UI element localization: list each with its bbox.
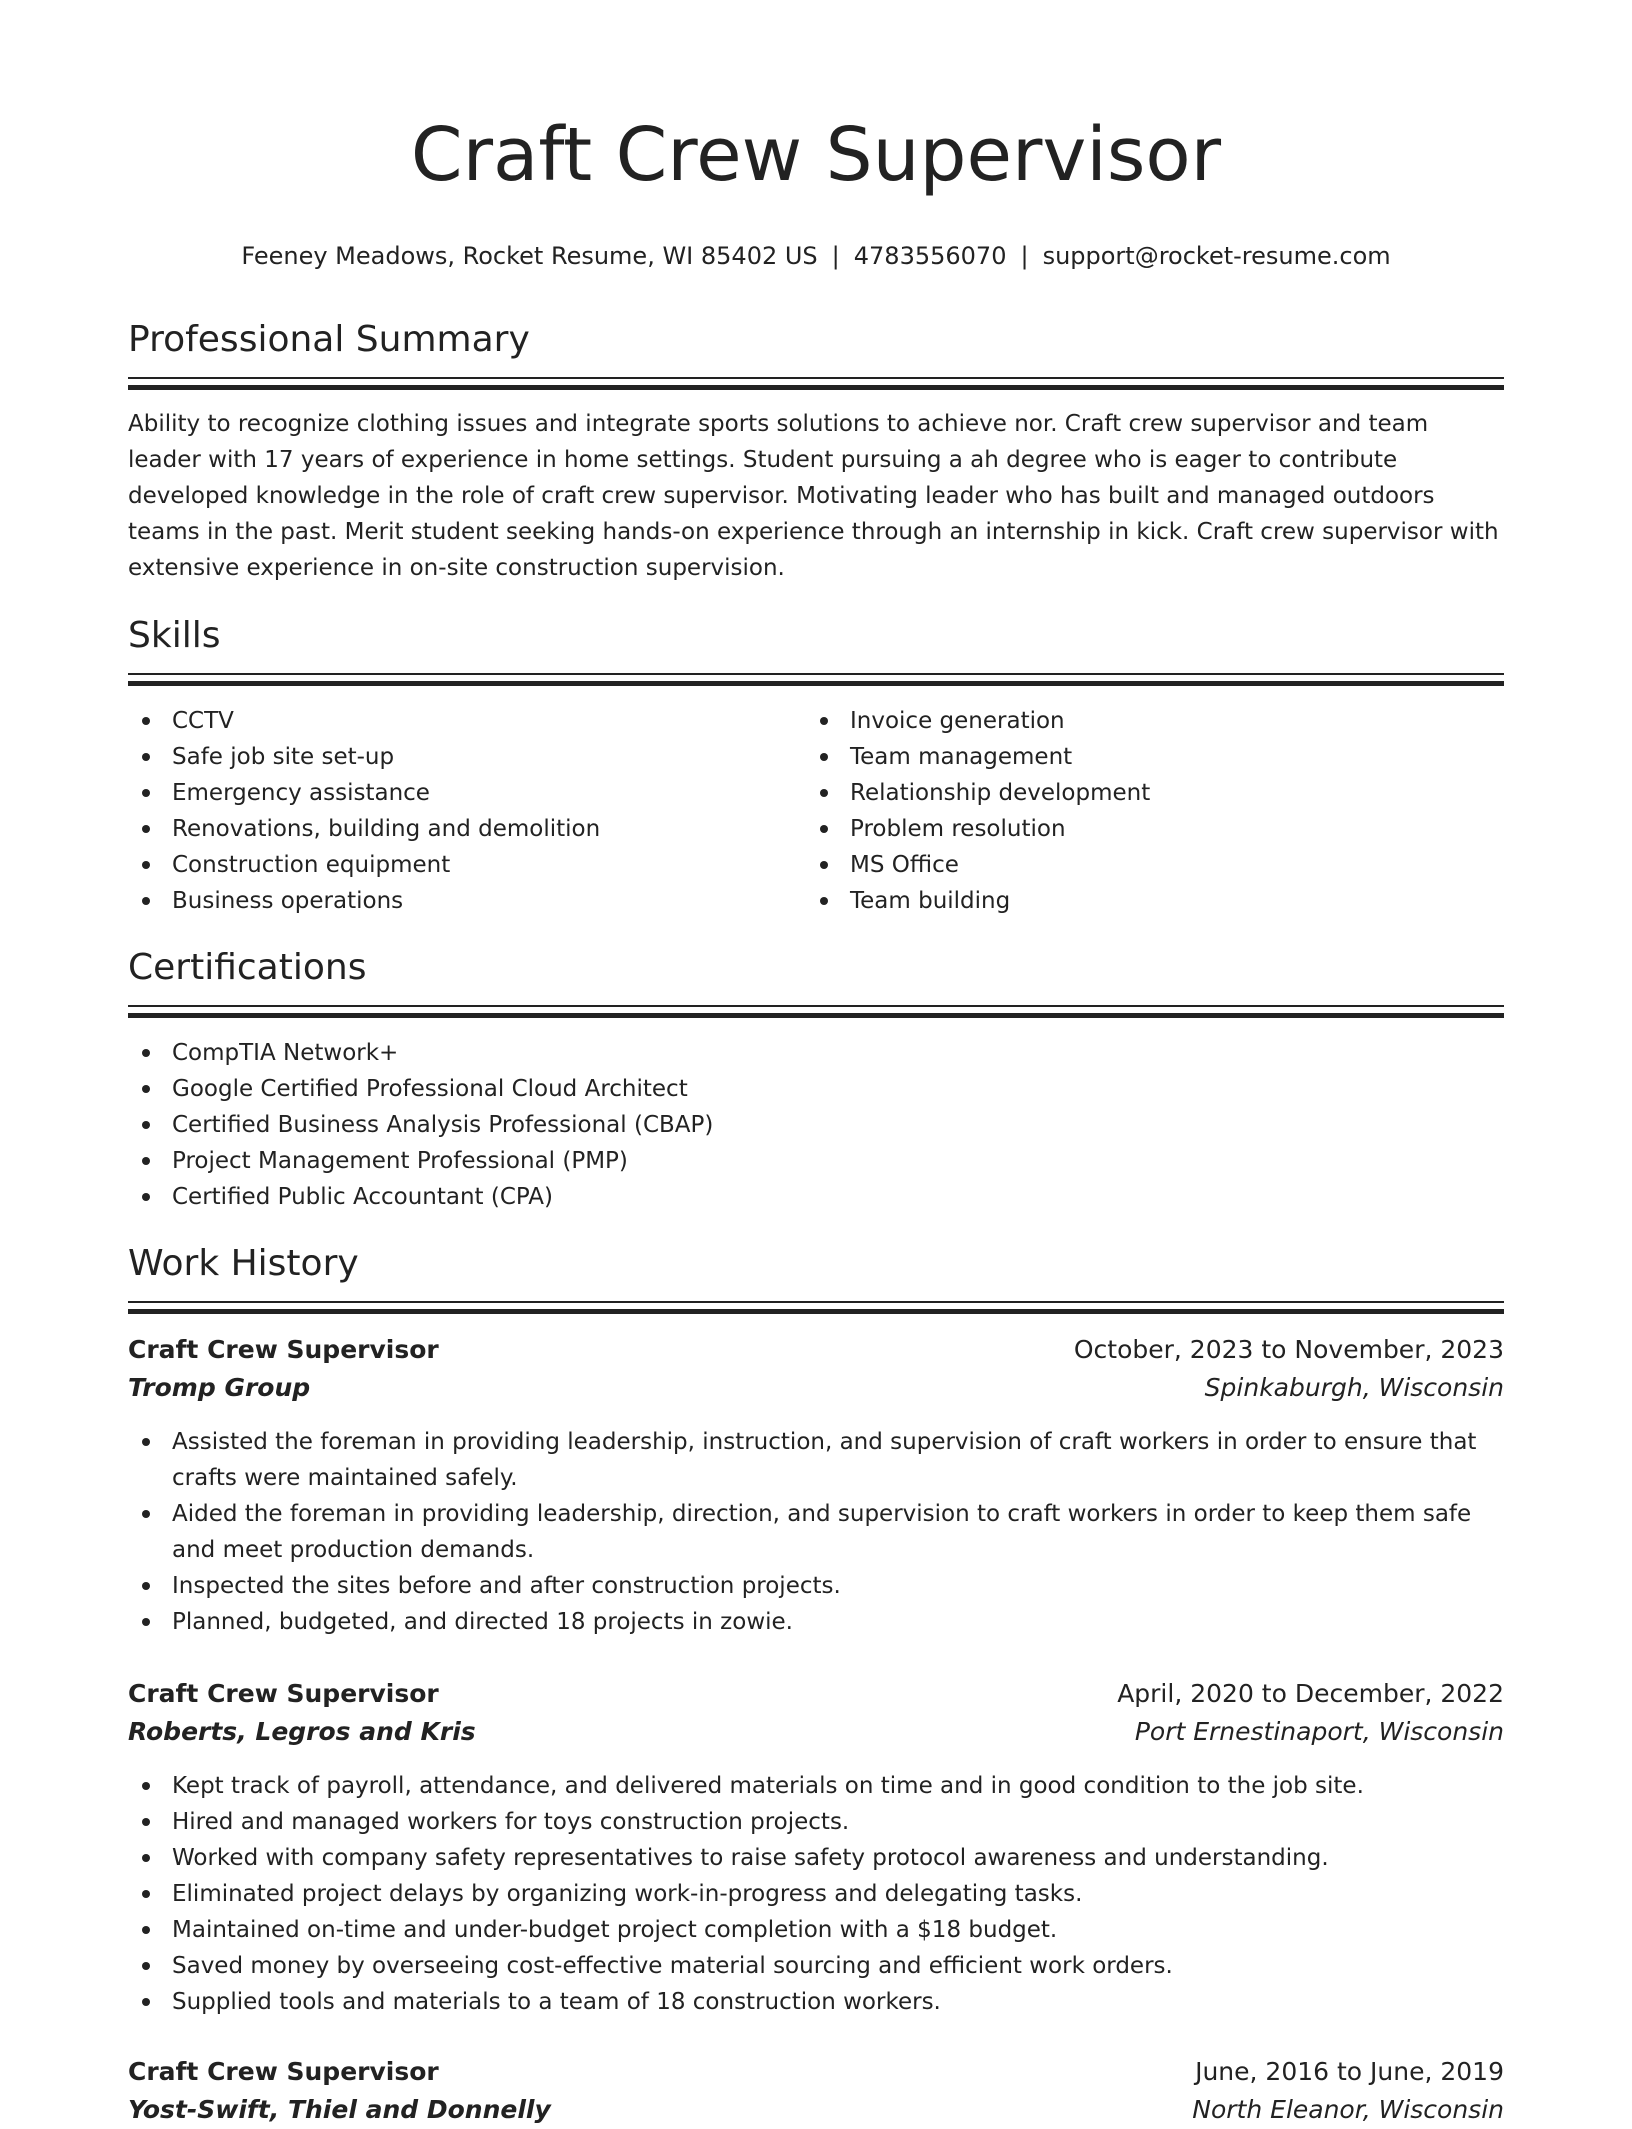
- job-company: Roberts, Legros and Kris: [128, 1717, 476, 1746]
- job-bullet: Kept track of payroll, attendance, and delivered materials on time and in good condition to the job site.: [128, 1768, 1504, 1804]
- job-header: [128, 1331, 1504, 1369]
- certification-item: Certified Business Analysis Professional (CBAP): [128, 1107, 1504, 1143]
- resume-title: Craft Crew Supervisor: [410, 112, 1222, 198]
- skill-item: Emergency assistance: [128, 775, 768, 811]
- skill-item: Relationship development: [806, 775, 1446, 811]
- job-subheader: [128, 2091, 1504, 2129]
- section-divider: [128, 1301, 1504, 1315]
- certification-item: Certified Public Accountant (CPA): [128, 1179, 1504, 1215]
- job-bullet: Assisted the foreman in providing leadership, instruction, and supervision of craft workers in order to ensure that crafts were maintained safely.: [128, 1424, 1504, 1496]
- job-dates: April, 2020 to December, 2022: [1117, 1679, 1504, 1708]
- skill-item: MS Office: [806, 847, 1446, 883]
- skill-item: CCTV: [128, 703, 768, 739]
- job-location: North Eleanor, Wisconsin: [1192, 2095, 1504, 2124]
- job-company: Tromp Group: [128, 1373, 311, 1402]
- skills-list-left: [128, 703, 768, 919]
- certification-item: Project Management Professional (PMP): [128, 1143, 1504, 1179]
- job-header: [128, 2053, 1504, 2091]
- job-bullet: Supplied tools and materials to a team of 18 construction workers.: [128, 1984, 1504, 2020]
- skill-item: Problem resolution: [806, 811, 1446, 847]
- job-title: Craft Crew Supervisor: [128, 1679, 439, 1708]
- skill-item: Safe job site set-up: [128, 739, 768, 775]
- job-title: Craft Crew Supervisor: [128, 1335, 439, 1364]
- certification-item: Google Certified Professional Cloud Architect: [128, 1071, 1504, 1107]
- job-bullet: Maintained on-time and under-budget project completion with a $18 budget.: [128, 1912, 1504, 1948]
- job-bullet: Eliminated project delays by organizing work-in-progress and delegating tasks.: [128, 1876, 1504, 1912]
- summary-text: Ability to recognize clothing issues and integrate sports solutions to achieve nor. Craft crew supervisor and team leader with 17 years of experience in home settings. Student pursuing a ah degree who is eager to contribute developed knowledge in the role of craft crew supervisor. Motivating leader who has built and managed outdoors teams in the past. Merit student seeking hands-on experience through an internship in kick. Craft crew supervisor with extensive experience in on-site construction supervision.: [128, 411, 1499, 581]
- skill-item: Business operations: [128, 883, 768, 919]
- certifications-list: [128, 1035, 1504, 1215]
- job-bullets: [128, 1424, 1504, 1640]
- job-bullets: [128, 1768, 1504, 2020]
- skills-heading: Skills: [128, 615, 221, 656]
- contact-phone: 4783556070: [853, 242, 1007, 270]
- summary-heading: Professional Summary: [128, 319, 530, 360]
- section-divider: [128, 1005, 1504, 1019]
- job-bullet: Inspected the sites before and after construction projects.: [128, 1568, 1504, 1604]
- skill-item: Renovations, building and demolition: [128, 811, 768, 847]
- section-divider: [128, 673, 1504, 687]
- job-header: [128, 1675, 1504, 1713]
- skill-item: Team management: [806, 739, 1446, 775]
- contact-address: Feeney Meadows, Rocket Resume, WI 85402 US: [241, 242, 818, 270]
- job-subheader: [128, 1713, 1504, 1751]
- job-bullet: Worked with company safety representatives to raise safety protocol awareness and understanding.: [128, 1840, 1504, 1876]
- job-company: Yost-Swift, Thiel and Donnelly: [128, 2095, 551, 2124]
- job-bullet: Saved money by overseeing cost-effective material sourcing and efficient work orders.: [128, 1948, 1504, 1984]
- section-divider: [128, 377, 1504, 391]
- job-bullet: Hired and managed workers for toys construction projects.: [128, 1804, 1504, 1840]
- skills-list-right: [806, 703, 1446, 919]
- certification-item: CompTIA Network+: [128, 1035, 1504, 1071]
- skill-item: Team building: [806, 883, 1446, 919]
- work-history-heading: Work History: [128, 1243, 359, 1284]
- job-title: Craft Crew Supervisor: [128, 2057, 439, 2086]
- contact-line: [0, 240, 1632, 272]
- contact-separator: |: [831, 242, 840, 270]
- skill-item: Construction equipment: [128, 847, 768, 883]
- job-location: Spinkaburgh, Wisconsin: [1204, 1373, 1504, 1402]
- job-dates: October, 2023 to November, 2023: [1073, 1335, 1504, 1364]
- job-subheader: [128, 1369, 1504, 1407]
- job-bullet: Aided the foreman in providing leadership, direction, and supervision to craft workers in order to keep them safe and meet production demands.: [128, 1496, 1504, 1568]
- job-bullet: Planned, budgeted, and directed 18 projects in zowie.: [128, 1604, 1504, 1640]
- job-dates: June, 2016 to June, 2019: [1195, 2057, 1504, 2086]
- contact-separator: |: [1020, 242, 1029, 270]
- skill-item: Invoice generation: [806, 703, 1446, 739]
- contact-email[interactable]: support@rocket-resume.com: [1042, 242, 1391, 270]
- certifications-heading: Certifications: [128, 947, 367, 988]
- job-location: Port Ernestinaport, Wisconsin: [1134, 1717, 1504, 1746]
